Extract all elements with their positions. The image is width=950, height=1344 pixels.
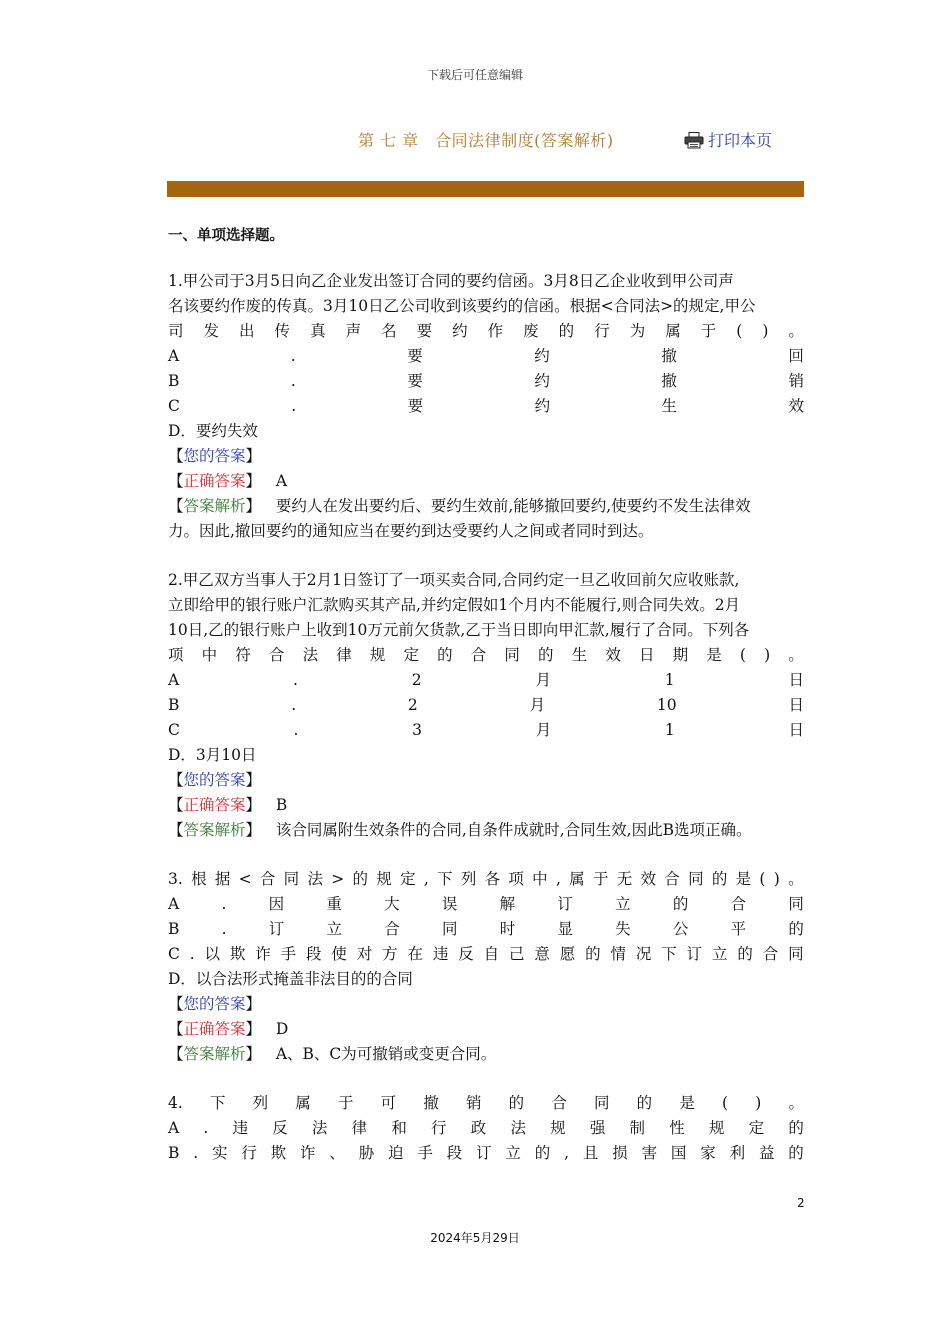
text-token: 立 bbox=[326, 920, 343, 938]
text-token: 解 bbox=[499, 895, 516, 913]
your-answer-label: 您的答案 bbox=[183, 771, 246, 789]
text-token: 声 bbox=[345, 322, 362, 340]
text-token: ( bbox=[759, 870, 766, 888]
text-token: 国 bbox=[670, 1144, 687, 1162]
text-token: 强 bbox=[589, 1119, 606, 1137]
text-token: 撤 bbox=[661, 372, 677, 390]
q1-option-a bbox=[168, 344, 804, 369]
text-token: 失 bbox=[615, 920, 631, 938]
text-token: 订 bbox=[557, 895, 573, 913]
text-token: 规 bbox=[369, 646, 386, 664]
text-token: 是 bbox=[735, 870, 752, 888]
q2-your-answer: 【您的答案】 bbox=[168, 771, 262, 789]
text-token: 名 bbox=[381, 322, 397, 340]
q4-line-1 bbox=[168, 1091, 804, 1116]
text-token: 效 bbox=[788, 397, 804, 415]
text-token: 的 bbox=[534, 1144, 551, 1162]
q3-correct-value: D bbox=[275, 1020, 289, 1038]
text-token: 行 bbox=[241, 1144, 257, 1162]
text-token: 方 bbox=[382, 945, 398, 963]
text-token: 政 bbox=[470, 1119, 487, 1137]
text-token: . bbox=[221, 920, 227, 938]
text-token: 平 bbox=[730, 920, 747, 938]
text-token: 损 bbox=[612, 1144, 628, 1162]
text-token: 法 bbox=[311, 1119, 328, 1137]
text-token: 中 bbox=[532, 870, 548, 888]
question-1 bbox=[168, 269, 804, 544]
text-token: 违 bbox=[232, 1119, 249, 1137]
text-token: 的 bbox=[636, 1094, 653, 1112]
text-token: 销 bbox=[788, 372, 804, 390]
text-token: 违 bbox=[432, 945, 449, 963]
text-token: 大 bbox=[384, 895, 400, 913]
text-token: 。 bbox=[788, 322, 804, 340]
page-title: 第 七 章 合同法律制度(答案解析) bbox=[358, 131, 614, 150]
text-token: . bbox=[290, 372, 296, 390]
text-token: 对 bbox=[356, 945, 373, 963]
text-token: 合 bbox=[762, 945, 779, 963]
text-token: 公 bbox=[672, 920, 689, 938]
q1-analysis-text-2: 力。因此,撤回要约的通知应当在要约到达受要约人之间或者同时到达。 bbox=[168, 522, 654, 540]
q1-option-d: D．要约失效 bbox=[168, 422, 258, 440]
q3-analysis-text: A、B、C为可撤销或变更合同。 bbox=[275, 1045, 497, 1063]
text-token: ( bbox=[736, 322, 743, 340]
text-token: 立 bbox=[505, 1144, 521, 1162]
text-token: 1 bbox=[664, 721, 675, 739]
text-token: 是 bbox=[706, 646, 722, 664]
text-token: 。 bbox=[788, 1094, 804, 1112]
q3-line-1 bbox=[168, 867, 804, 892]
text-token: 诈 bbox=[255, 945, 271, 963]
text-token: 自 bbox=[483, 945, 500, 963]
text-token: 2 bbox=[407, 696, 418, 714]
text-token: 效 bbox=[605, 646, 621, 664]
text-token: 2 bbox=[411, 671, 422, 689]
text-token: 时 bbox=[499, 920, 516, 938]
text-token: 的 bbox=[672, 895, 689, 913]
text-token: A bbox=[168, 1119, 180, 1137]
q1-line-3 bbox=[168, 319, 804, 344]
text-token: A bbox=[168, 347, 180, 365]
text-token: 10 bbox=[656, 696, 677, 714]
text-token: 约 bbox=[534, 347, 550, 365]
q1-correct-value: A bbox=[275, 472, 288, 490]
text-token: 律 bbox=[351, 1119, 368, 1137]
print-page-label[interactable]: 打印本页 bbox=[708, 131, 773, 150]
text-token: 约 bbox=[534, 372, 550, 390]
header-divider-bar bbox=[167, 181, 804, 197]
text-token: 各 bbox=[484, 870, 501, 888]
text-token: 行 bbox=[594, 322, 610, 340]
text-token: 属 bbox=[665, 322, 681, 340]
text-token: 误 bbox=[441, 895, 458, 913]
text-token: 反 bbox=[458, 945, 474, 963]
text-token: ) bbox=[755, 1094, 762, 1112]
q3-analysis: 【答案解析】 A、B、C为可撤销或变更合同。 bbox=[168, 1045, 497, 1063]
text-token: 手 bbox=[280, 945, 297, 963]
section-heading: 一、单项选择题。 bbox=[168, 228, 284, 244]
q4-option-b bbox=[168, 1141, 804, 1166]
text-token: 发 bbox=[203, 322, 220, 340]
question-2 bbox=[168, 568, 804, 843]
text-token: 项 bbox=[168, 646, 184, 664]
text-token: 日 bbox=[788, 696, 804, 714]
text-token: , bbox=[564, 1144, 570, 1162]
text-token: 同 bbox=[504, 646, 520, 664]
text-token: 真 bbox=[310, 322, 326, 340]
text-token: 同 bbox=[688, 870, 704, 888]
text-token: 撤 bbox=[423, 1094, 439, 1112]
text-token: 月 bbox=[529, 696, 546, 714]
q1-option-c bbox=[168, 394, 804, 419]
text-token: 合 bbox=[384, 920, 400, 938]
text-token: 同 bbox=[441, 920, 458, 938]
text-token: 撤 bbox=[661, 347, 677, 365]
text-token: B bbox=[168, 920, 180, 938]
correct-answer-label: 正确答案 bbox=[183, 472, 246, 490]
text-token: 为 bbox=[629, 322, 646, 340]
text-token: 使 bbox=[331, 945, 347, 963]
text-token: < bbox=[238, 870, 252, 888]
text-token: 的 bbox=[585, 945, 601, 963]
text-token: 据 bbox=[214, 870, 231, 888]
text-token: 列 bbox=[460, 870, 477, 888]
text-token: 家 bbox=[700, 1144, 716, 1162]
text-token: 实 bbox=[211, 1144, 228, 1162]
question-4 bbox=[168, 1091, 804, 1166]
text-token: 效 bbox=[640, 870, 657, 888]
q2-correct-answer: 【正确答案】 B bbox=[168, 796, 288, 814]
text-token: 规 bbox=[550, 1119, 566, 1137]
q1-analysis: 【答案解析】 要约人在发出要约后、要约生效前,能够撤回要约,使要约不发生法律效 bbox=[168, 497, 751, 515]
footer-date: 2024年5月29日 bbox=[430, 1231, 520, 1245]
q2-line-4 bbox=[168, 643, 804, 668]
text-token: ( bbox=[739, 646, 746, 664]
text-token: 法 bbox=[510, 1119, 526, 1137]
your-answer-label: 您的答案 bbox=[183, 995, 246, 1013]
text-token: 废 bbox=[523, 322, 539, 340]
text-token: 手 bbox=[417, 1144, 433, 1162]
text-token: 合 bbox=[268, 646, 285, 664]
text-token: 销 bbox=[465, 1094, 482, 1112]
text-token: 传 bbox=[274, 322, 291, 340]
q2-line-3: 10日,乙的银行账户上收到10万元前欠货款,乙于当日即向甲汇款,履行了合同。下列各 bbox=[168, 621, 750, 639]
text-token: , bbox=[555, 870, 561, 888]
q2-option-d: D．3月10日 bbox=[168, 746, 257, 764]
text-token: 定 bbox=[748, 1119, 765, 1137]
correct-answer-label: 正确答案 bbox=[183, 1020, 246, 1038]
q3-option-d: D．以合法形式掩盖非法目的的合同 bbox=[168, 970, 413, 988]
text-token: 生 bbox=[571, 646, 588, 664]
text-token: . bbox=[293, 721, 299, 739]
text-token: 合 bbox=[551, 1094, 567, 1112]
q3-your-answer: 【您的答案】 bbox=[168, 995, 262, 1013]
text-token: 1 bbox=[664, 671, 675, 689]
text-token: 规 bbox=[708, 1119, 725, 1137]
text-token: 符 bbox=[235, 646, 251, 664]
text-token: 的 bbox=[711, 870, 728, 888]
text-token: 胁 bbox=[358, 1144, 375, 1162]
text-token: ) bbox=[762, 322, 769, 340]
text-token: B bbox=[168, 1144, 180, 1162]
text-token: 情 bbox=[610, 945, 627, 963]
text-token: 定 bbox=[403, 646, 419, 664]
text-token: > bbox=[331, 870, 345, 888]
text-token: 同 bbox=[788, 945, 804, 963]
text-token: 是 bbox=[679, 1094, 695, 1112]
text-token: ) bbox=[764, 646, 771, 664]
text-token: 且 bbox=[582, 1144, 599, 1162]
text-token: ( bbox=[722, 1094, 729, 1112]
text-token: 和 bbox=[391, 1119, 407, 1137]
text-token: 生 bbox=[661, 397, 678, 415]
text-token: 下 bbox=[209, 1094, 226, 1112]
text-token: 反 bbox=[272, 1119, 288, 1137]
q4-option-a bbox=[168, 1116, 804, 1141]
text-token: 行 bbox=[431, 1119, 447, 1137]
text-token: 利 bbox=[729, 1144, 746, 1162]
text-token: B bbox=[168, 372, 180, 390]
text-token: 月 bbox=[535, 721, 552, 739]
q2-analysis-text: 该合同属附生效条件的合同,自条件成就时,合同生效,因此B选项正确。 bbox=[275, 821, 752, 839]
text-token: 合 bbox=[470, 646, 487, 664]
text-token: 月 bbox=[535, 671, 551, 689]
text-token: 律 bbox=[336, 646, 352, 664]
text-token: 况 bbox=[635, 945, 652, 963]
printer-icon bbox=[684, 132, 704, 148]
text-token: 的 bbox=[437, 646, 453, 664]
text-token: 、 bbox=[329, 1144, 345, 1162]
text-token: 属 bbox=[569, 870, 585, 888]
text-token: 订 bbox=[268, 920, 285, 938]
q2-correct-value: B bbox=[275, 796, 288, 814]
text-token: . bbox=[291, 696, 297, 714]
text-token: 。 bbox=[788, 646, 804, 664]
text-token: 害 bbox=[641, 1144, 658, 1162]
q1-analysis-text-1: 要约人在发出要约后、要约生效前,能够撤回要约,使要约不发生法律效 bbox=[275, 497, 751, 515]
text-token: 中 bbox=[201, 646, 218, 664]
text-token: 显 bbox=[557, 920, 573, 938]
text-token: 的 bbox=[788, 920, 804, 938]
text-token: ) bbox=[773, 870, 780, 888]
document-body bbox=[168, 224, 804, 1190]
question-3 bbox=[168, 867, 804, 1067]
text-token: 要 bbox=[416, 322, 433, 340]
text-token: 约 bbox=[452, 322, 468, 340]
text-token: B bbox=[168, 696, 180, 714]
text-token: 的 bbox=[352, 870, 369, 888]
text-token: 的 bbox=[558, 322, 575, 340]
text-token: 段 bbox=[446, 1144, 463, 1162]
text-token: 定 bbox=[400, 870, 416, 888]
q1-line-1: 1.甲公司于3月5日向乙企业发出签订合同的要约信函。3月8日乙企业收到甲公司声 bbox=[168, 272, 734, 290]
text-token: 3 bbox=[412, 721, 423, 739]
text-token: 司 bbox=[168, 322, 184, 340]
analysis-label: 答案解析 bbox=[183, 497, 246, 515]
text-token: 性 bbox=[669, 1119, 685, 1137]
q2-option-c bbox=[168, 718, 804, 743]
text-token: 立 bbox=[615, 895, 631, 913]
q1-correct-answer: 【正确答案】 A bbox=[168, 472, 288, 490]
text-token: 诈 bbox=[300, 1144, 316, 1162]
text-token: C bbox=[168, 397, 180, 415]
text-token: 日 bbox=[638, 646, 655, 664]
text-token: 合 bbox=[259, 870, 276, 888]
text-token: . bbox=[290, 347, 296, 365]
q2-option-a bbox=[168, 668, 804, 693]
text-token: 日 bbox=[788, 721, 804, 739]
text-token: 因 bbox=[268, 895, 285, 913]
text-token: 迫 bbox=[388, 1144, 404, 1162]
page-number: 2 bbox=[797, 1196, 805, 1210]
text-token: 法 bbox=[302, 646, 319, 664]
text-token: 欺 bbox=[270, 1144, 287, 1162]
text-token: . bbox=[221, 895, 227, 913]
text-token: 制 bbox=[629, 1119, 646, 1137]
text-token: 立 bbox=[712, 945, 728, 963]
text-token: A bbox=[168, 671, 180, 689]
your-answer-label: 您的答案 bbox=[183, 447, 246, 465]
correct-answer-label: 正确答案 bbox=[183, 796, 246, 814]
text-token: 意 bbox=[534, 945, 550, 963]
text-token: 的 bbox=[788, 1119, 804, 1137]
text-token: 同 bbox=[283, 870, 300, 888]
text-token: C bbox=[168, 945, 180, 963]
text-token: 合 bbox=[730, 895, 747, 913]
text-token: 于 bbox=[700, 322, 717, 340]
text-token: 以 bbox=[204, 945, 221, 963]
text-token: 于 bbox=[592, 870, 609, 888]
text-token: 可 bbox=[380, 1094, 397, 1112]
q3-option-a bbox=[168, 892, 804, 917]
text-token: 订 bbox=[686, 945, 703, 963]
text-token: 同 bbox=[594, 1094, 610, 1112]
text-token: 规 bbox=[376, 870, 392, 888]
text-token: 合 bbox=[664, 870, 680, 888]
header-note: 下载后可任意编辑 bbox=[426, 68, 523, 82]
text-token: 于 bbox=[337, 1094, 354, 1112]
q2-analysis: 【答案解析】 该合同属附生效条件的合同,自条件成就时,合同生效,因此B选项正确。 bbox=[168, 821, 752, 839]
text-token: 根 bbox=[191, 870, 207, 888]
text-token: 愿 bbox=[559, 945, 576, 963]
q1-line-2: 名该要约作废的传真。3月10日乙公司收到该要约的信函。根据<合同法>的规定,甲公 bbox=[168, 297, 756, 315]
text-token: 益 bbox=[758, 1144, 775, 1162]
text-token: 约 bbox=[534, 397, 551, 415]
q2-line-2: 立即给甲的银行账户汇款购买其产品,并约定假如1个月内不能履行,则合同失效。2月 bbox=[168, 596, 741, 614]
text-token: 项 bbox=[508, 870, 524, 888]
text-token: 要 bbox=[407, 347, 423, 365]
text-token: 的 bbox=[538, 646, 554, 664]
text-token: . bbox=[293, 671, 298, 689]
q3-correct-answer: 【正确答案】 D bbox=[168, 1020, 289, 1038]
text-token: 的 bbox=[788, 1144, 804, 1162]
text-token: 期 bbox=[672, 646, 689, 664]
text-token: 回 bbox=[788, 347, 804, 365]
analysis-label: 答案解析 bbox=[183, 1045, 246, 1063]
text-token: . bbox=[203, 1119, 209, 1137]
q2-line-1: 2.甲乙双方当事人于2月1日签订了一项买卖合同,合同约定一旦乙收回前欠应收账款, bbox=[168, 571, 740, 589]
q2-option-b bbox=[168, 693, 804, 718]
text-token: 3. bbox=[168, 870, 183, 888]
text-token: 4. bbox=[168, 1094, 183, 1112]
text-token: . bbox=[189, 945, 195, 963]
q1-option-b bbox=[168, 369, 804, 394]
q3-option-b bbox=[168, 917, 804, 942]
q3-option-c bbox=[168, 942, 804, 967]
text-token: 日 bbox=[788, 671, 804, 689]
text-token: C bbox=[168, 721, 180, 739]
text-token: 下 bbox=[437, 870, 453, 888]
text-token: 作 bbox=[487, 322, 504, 340]
q1-your-answer: 【您的答案】 bbox=[168, 447, 262, 465]
text-token: 段 bbox=[306, 945, 322, 963]
text-token: 重 bbox=[326, 895, 342, 913]
text-token: . bbox=[193, 1144, 199, 1162]
text-token: 的 bbox=[508, 1094, 525, 1112]
text-token: 属 bbox=[295, 1094, 311, 1112]
text-token: , bbox=[423, 870, 429, 888]
text-token: 法 bbox=[307, 870, 323, 888]
text-token: A bbox=[168, 895, 180, 913]
text-token: 要 bbox=[407, 397, 424, 415]
text-token: 在 bbox=[407, 945, 424, 963]
text-token: 同 bbox=[788, 895, 804, 913]
text-token: 的 bbox=[737, 945, 753, 963]
text-token: 无 bbox=[616, 870, 633, 888]
text-token: . bbox=[291, 397, 297, 415]
text-token: 订 bbox=[476, 1144, 492, 1162]
text-token: 出 bbox=[239, 322, 255, 340]
text-token: 要 bbox=[407, 372, 423, 390]
text-token: 欺 bbox=[229, 945, 246, 963]
text-token: 列 bbox=[252, 1094, 269, 1112]
text-token: 。 bbox=[788, 870, 804, 888]
print-page-link[interactable] bbox=[684, 128, 772, 151]
analysis-label: 答案解析 bbox=[183, 821, 246, 839]
text-token: 下 bbox=[661, 945, 677, 963]
text-token: 己 bbox=[509, 945, 525, 963]
